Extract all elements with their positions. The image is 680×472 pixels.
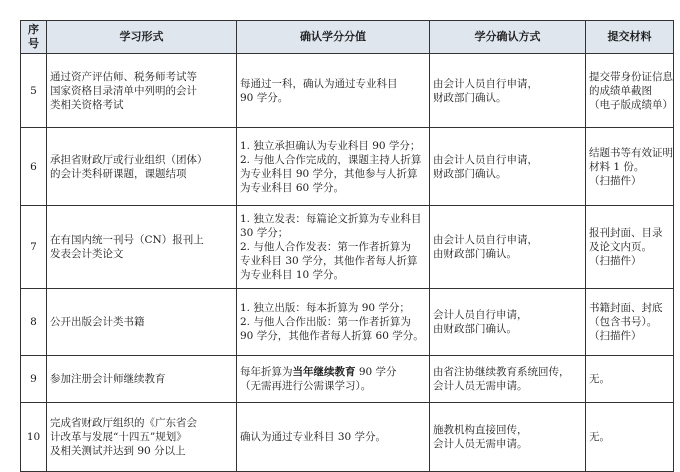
- cell-line: 提交带身份证信息: [589, 70, 673, 83]
- cell-line: 由省注协继续教育系统回传，: [433, 366, 570, 378]
- cell-line: （无需再进行公需课学习）。: [240, 380, 372, 392]
- row-number: 8: [21, 289, 47, 356]
- confirm-method-cell: [430, 128, 586, 206]
- materials-cell: [586, 206, 674, 289]
- materials-cell: [586, 403, 674, 472]
- cell-line: 由财政部门确认。: [433, 323, 517, 335]
- confirm-method-cell: [430, 403, 586, 472]
- cell-line: 会计人员无需申请。: [433, 380, 528, 392]
- row-number: 6: [21, 128, 47, 206]
- materials-cell: [586, 356, 674, 403]
- cell-line: 书籍封面、封底: [589, 302, 663, 314]
- cell-line: 计改革与发展“十四五”规划》: [50, 431, 187, 443]
- materials-cell: [586, 128, 674, 206]
- cell-line: 确认为通过专业科目 30 学分。: [240, 431, 387, 443]
- row-number: 9: [21, 356, 47, 403]
- cell-line: 由会计人员自行申请，: [433, 77, 538, 90]
- credit-value-cell: [237, 206, 430, 289]
- learning-form-cell: [47, 206, 237, 289]
- cell-line: 材料 1 份。: [589, 160, 645, 173]
- credit-text-post: 90 学分: [355, 366, 397, 378]
- cell-line: 在有国内统一刊号（CN）报刊上: [50, 234, 204, 246]
- cell-line: 财政部门确认。: [433, 91, 507, 104]
- cell-line: 完成省财政厅组织的《广东省会: [50, 417, 197, 429]
- cell-line: 90 学分，其他作者每人折算 60 学分。: [240, 330, 424, 342]
- credit-value-cell: [237, 128, 430, 206]
- cell-line: （扫描件）: [589, 174, 642, 187]
- credit-value-cell: [237, 356, 430, 403]
- cell-line: 类相关资格考试: [50, 98, 124, 111]
- cell-line: 2. 与他人合作完成的，课题主持人折算: [240, 153, 422, 166]
- cell-line: 公开出版会计类书籍: [50, 316, 145, 328]
- materials-cell: [586, 54, 674, 128]
- cell-line: 由财政部门确认。: [433, 248, 517, 260]
- cell-line: （扫描件）: [589, 330, 642, 342]
- cell-line: 及相关测试并达到 90 分以上: [50, 445, 186, 457]
- cell-line: 为专业科目 60 学分。: [240, 181, 345, 194]
- cell-line: 2. 与他人合作发表：第一作者折算为: [240, 241, 411, 253]
- credit-value-cell: [237, 289, 430, 356]
- header-form: 学习形式: [47, 21, 237, 54]
- cell-line: 的成绩单截图: [589, 84, 652, 97]
- cell-line: 无。: [589, 431, 610, 443]
- header-seq: 序号: [21, 21, 47, 54]
- cell-line: 1. 独立承担确认为专业科目 90 学分；: [240, 139, 421, 152]
- confirm-method-cell: [430, 206, 586, 289]
- cell-line: （电子版成绩单）: [589, 98, 673, 111]
- cell-line: 每通过一科，确认为通过专业科目: [240, 77, 398, 90]
- cell-line: 财政部门确认。: [433, 167, 507, 180]
- learning-form-cell: [47, 289, 237, 356]
- cell-line: （包含书号）。: [589, 316, 658, 328]
- cell-line: 国家资格目录清单中列明的会计: [50, 84, 197, 97]
- learning-form-cell: [47, 54, 237, 128]
- cell-line: 结题书等有效证明: [589, 146, 673, 159]
- table-row: [21, 54, 674, 128]
- cell-line: 的会计类科研课题，课题结项: [50, 167, 187, 180]
- header-row: [21, 21, 674, 54]
- confirm-method-cell: [430, 289, 586, 356]
- cell-line: 承担省财政厅或行业组织（团体）: [50, 153, 208, 166]
- cell-line: 专业科目 30 学分，其他作者每人折算: [240, 255, 418, 267]
- cell-line: 通过资产评估师、税务师考试等: [50, 70, 197, 83]
- materials-cell: [586, 289, 674, 356]
- cell-line: 1. 独立发表：每篇论文折算为专业科目: [240, 213, 422, 225]
- table-row: [21, 289, 674, 356]
- table-row: [21, 206, 674, 289]
- cell-line: 会计人员无需申请。: [433, 438, 528, 450]
- learning-form-cell: [47, 403, 237, 472]
- learning-form-cell: [47, 356, 237, 403]
- cell-line: （扫描件）: [589, 255, 642, 267]
- cell-line: 为专业科目 90 学分，其他参与人折算: [240, 167, 418, 180]
- header-method: 学分确认方式: [430, 21, 586, 54]
- cell-line: 报刊封面、目录: [589, 227, 663, 239]
- cell-line: 无。: [589, 373, 610, 385]
- cell-line: 及论文内页。: [589, 241, 652, 253]
- header-credit: 确认学分分值: [237, 21, 430, 54]
- policy-table-page: [20, 20, 673, 460]
- cell-line: 30 学分；: [240, 227, 289, 239]
- cell-line: 2. 与他人合作出版：第一作者折算为: [240, 316, 411, 328]
- cell-line: 会计人员自行申请，: [433, 309, 528, 321]
- cell-line: 参加注册会计师继续教育: [50, 373, 166, 385]
- table-row: [21, 356, 674, 403]
- learning-form-cell: [47, 128, 237, 206]
- table-row: [21, 128, 674, 206]
- cell-line: 为专业科目 10 学分。: [240, 269, 345, 281]
- credit-text-highlight: 当年继续教育: [292, 366, 356, 378]
- row-number: 5: [21, 54, 47, 128]
- row-number: 10: [21, 403, 47, 472]
- cell-line: 发表会计类论文: [50, 248, 124, 260]
- row-number: 7: [21, 206, 47, 289]
- cell-line: 1. 独立出版：每本折算为 90 学分；: [240, 302, 410, 314]
- credit-value-cell: [237, 54, 430, 128]
- credit-recognition-table: [20, 20, 674, 472]
- cell-line: 由会计人员自行申请，: [433, 153, 538, 166]
- cell-line: 90 学分。: [240, 91, 289, 104]
- confirm-method-cell: [430, 54, 586, 128]
- confirm-method-cell: [430, 356, 586, 403]
- credit-text-pre: 每年折算为: [240, 366, 293, 378]
- cell-line: [240, 365, 426, 379]
- cell-line: 由会计人员自行申请，: [433, 234, 538, 246]
- header-materials: 提交材料: [586, 21, 674, 54]
- cell-line: 施教机构直接回传，: [433, 424, 528, 436]
- credit-value-cell: [237, 403, 430, 472]
- table-row: [21, 403, 674, 472]
